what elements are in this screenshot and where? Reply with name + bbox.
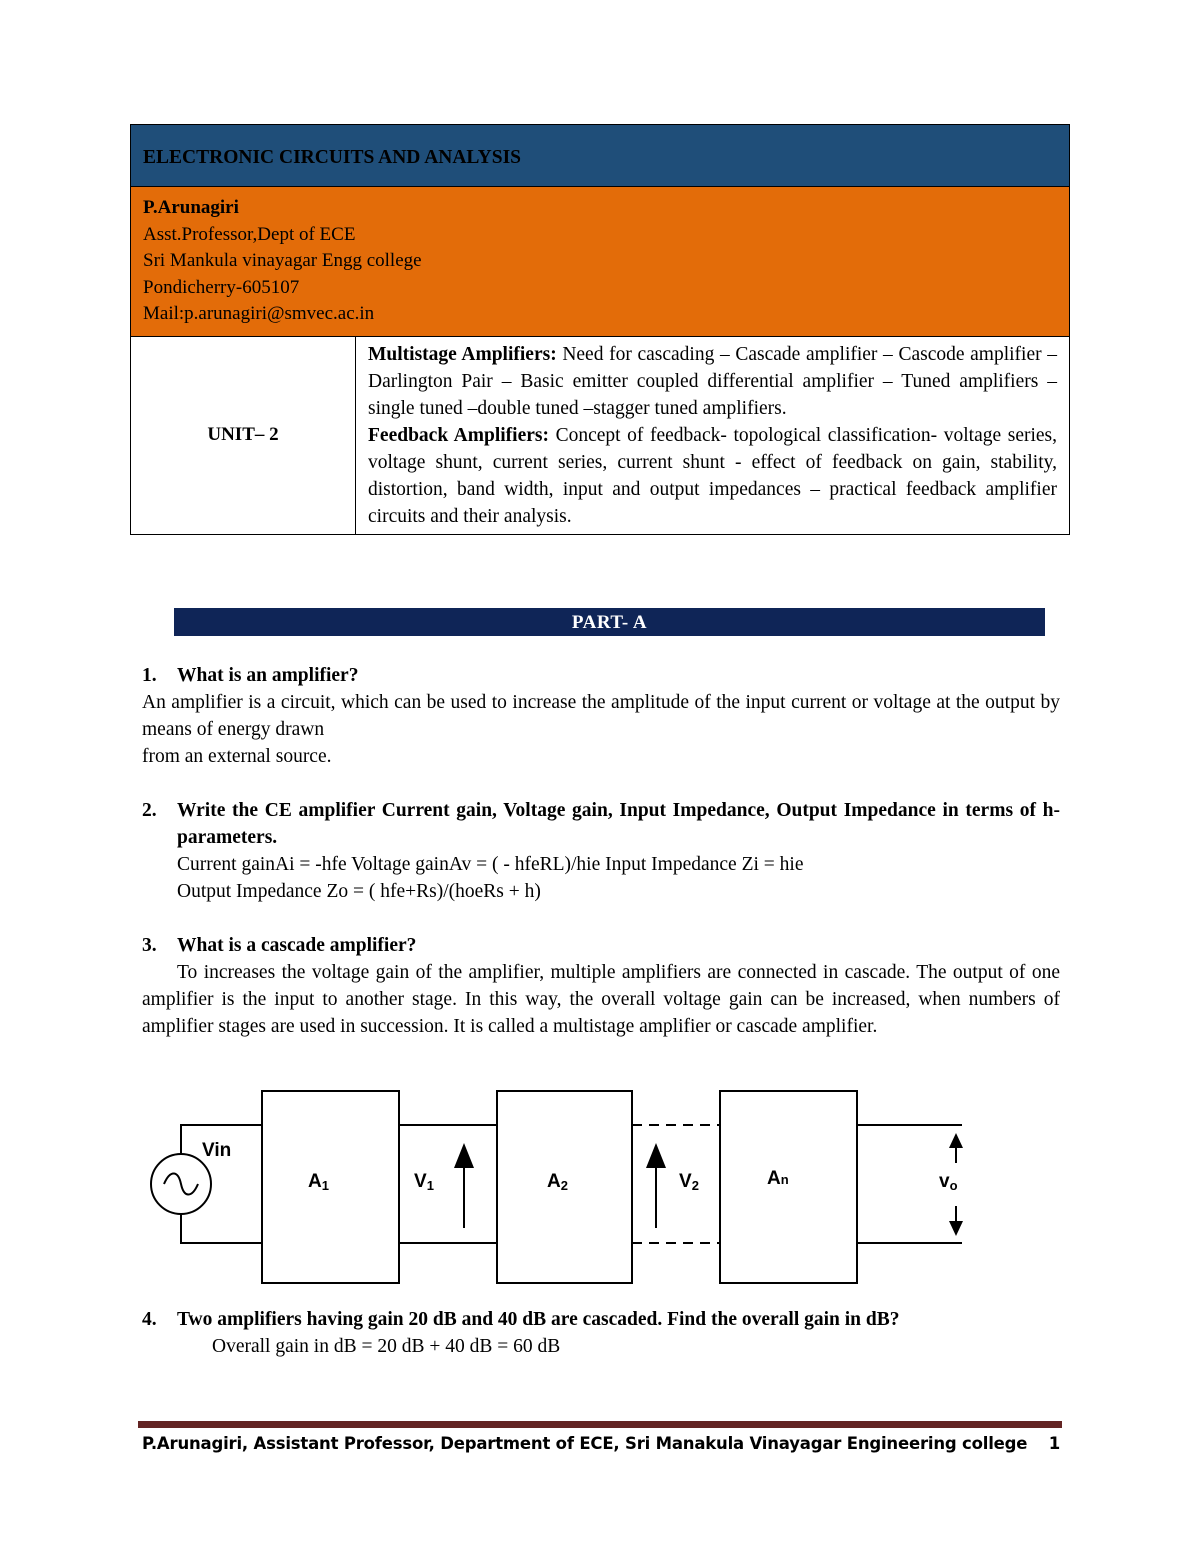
question-4-section (142, 1306, 1060, 1360)
sine-wave-icon (164, 1174, 198, 1195)
answer-2-line-2: Output Impedance Zo = ( hfe+Rs)/(hoeRs + h) (177, 881, 541, 902)
question-text: What is a cascade amplifier? (177, 935, 417, 956)
syllabus-multistage-body: Need for cascading – Cascade amplifier – Cascode amplifier – Darlington Pair – Basic emitter coupled differential amplifier – Tuned amplifiers – single tuned –double tuned –stagger tuned amplifiers. (368, 343, 1057, 419)
author-college: Sri Mankula vinayagar Engg college (143, 250, 422, 271)
v2-label: V2 (679, 1171, 699, 1193)
syllabus-feedback-body: Concept of feedback- topological classification- voltage series, voltage shunt, current series, current shunt - effect of feedback on gain, stability, distortion, band width, input and output impedances – practical feedback amplifier circuits and their analysis. (368, 424, 1058, 527)
question-1 (142, 662, 1060, 689)
answer-1-line-2: from an external source. (142, 746, 332, 767)
question-number: 2. (142, 800, 157, 821)
syllabus-multistage-head: Multistage Amplifiers: (368, 343, 557, 365)
author-block (131, 187, 1070, 337)
syllabus-feedback-head: Feedback Amplifiers: (368, 424, 549, 446)
answer-3: To increases the voltage gain of the amplifier, multiple amplifiers are connected in cascade. The output of one amplifier is the input to another stage. In this way, the overall voltage gain can be increased, when numbers of amplifier stages are used in succession. It is called a multistage amplifier or cascade amplifier. (142, 962, 1060, 1037)
answer-4: Overall gain in dB = 20 dB + 40 dB = 60 dB (212, 1336, 561, 1357)
question-4 (142, 1306, 1060, 1333)
syllabus-multistage (368, 341, 1057, 422)
page-number: 1 (1048, 1434, 1060, 1453)
question-text: Write the CE amplifier Current gain, Voltage gain, Input Impedance, Output Impedance in terms of h-parameters. (177, 800, 1060, 848)
v1-label: V1 (414, 1171, 434, 1193)
page-footer (142, 1434, 1060, 1453)
question-number: 1. (142, 665, 157, 686)
course-title: ELECTRONIC CIRCUITS AND ANALYSIS (131, 125, 1070, 187)
footer-text: P.Arunagiri, Assistant Professor, Department of ECE, Sri Manakula Vinayagar Engineering college (142, 1434, 1028, 1453)
cascade-amplifier-diagram (142, 1088, 982, 1286)
question-3 (142, 932, 1060, 959)
unit-label: UNIT– 2 (131, 336, 356, 534)
questions-section (142, 662, 1060, 1040)
vin-label: Vin (202, 1140, 232, 1161)
a2-label: A2 (547, 1171, 568, 1193)
answer-1-line-1: An amplifier is a circuit, which can be used to increase the amplitude of the input current or voltage at the output by means of energy drawn (142, 692, 1060, 740)
syllabus-feedback (368, 422, 1057, 530)
syllabus (356, 336, 1070, 534)
author-city: Pondicherry-605107 (143, 276, 300, 298)
author-designation: Asst.Professor,Dept of ECE (143, 223, 356, 245)
question-2 (142, 797, 1060, 851)
amplifier-block-an (720, 1091, 857, 1283)
answer-2-line-1: Current gainAi = -hfe Voltage gainAv = ( - hfeRL)/hie Input Impedance Zi = hie (177, 854, 804, 875)
question-text: What is an amplifier? (177, 665, 359, 686)
author-email: Mail:p.arunagiri@smvec.ac.in (143, 303, 375, 324)
vo-label: vo (939, 1171, 958, 1193)
footer-divider (138, 1421, 1062, 1428)
header-table (130, 124, 1070, 535)
an-label: An (767, 1168, 789, 1189)
part-a-banner: PART- A (174, 608, 1045, 636)
question-number: 3. (142, 935, 157, 956)
author-name: P.Arunagiri (143, 197, 239, 218)
question-number: 4. (142, 1309, 157, 1330)
amplifier-block-a1 (262, 1091, 399, 1283)
a1-label: A1 (308, 1171, 329, 1193)
question-text: Two amplifiers having gain 20 dB and 40 dB are cascaded. Find the overall gain in dB? (177, 1309, 900, 1330)
